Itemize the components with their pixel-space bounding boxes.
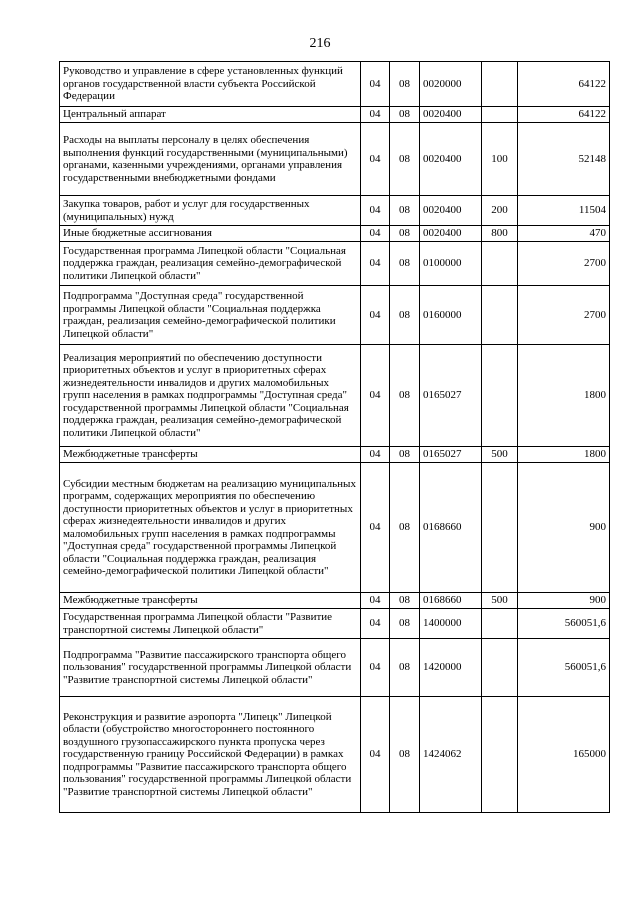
row-amount: 11504 [518,196,610,226]
row-target-article: 1424062 [420,697,482,813]
row-expense-type [482,697,518,813]
row-name: Подпрограмма "Развитие пассажирского транспорта общего пользования" государственной программы Липецкой области "Развитие транспортной системы Липецкой области" [60,639,361,697]
row-section-code: 04 [361,286,390,345]
table-row [60,447,610,463]
row-target-article: 0020400 [420,226,482,242]
row-section-code: 04 [361,242,390,286]
row-name: Субсидии местным бюджетам на реализацию муниципальных программ, содержащих мероприятия по обеспечению доступности приоритетных объектов и услуг в приоритетных сферах жизнедеятельности инвалидов и других маломобильных групп населения в рамках подпрограммы "Доступная среда" государственной программы Липецкой области "Социальная поддержка граждан, реализация семейно-демографической политики Липецкой области" [60,463,361,593]
row-amount: 52148 [518,123,610,196]
row-subsection-code: 08 [390,62,420,107]
row-subsection-code: 08 [390,593,420,609]
table-row [60,593,610,609]
table-row [60,123,610,196]
row-expense-type [482,62,518,107]
row-amount: 64122 [518,62,610,107]
row-target-article: 0020400 [420,107,482,123]
row-amount: 900 [518,593,610,609]
table-row [60,242,610,286]
row-subsection-code: 08 [390,463,420,593]
row-name: Межбюджетные трансферты [60,593,361,609]
row-amount: 560051,6 [518,609,610,639]
row-expense-type [482,107,518,123]
row-section-code: 04 [361,62,390,107]
page-number: 216 [309,36,331,51]
row-expense-type: 800 [482,226,518,242]
row-section-code: 04 [361,107,390,123]
row-target-article: 0165027 [420,447,482,463]
row-amount: 64122 [518,107,610,123]
row-amount: 560051,6 [518,639,610,697]
table-row [60,286,610,345]
row-name: Реализация мероприятий по обеспечению доступности приоритетных объектов и услуг в приоритетных сферах жизнедеятельности инвалидов и других маломобильных групп населения в рамках подпрограммы "Доступная среда" государственной программы Липецкой области "Социальная поддержка граждан, реализация семейно-демографической политики Липецкой области" [60,345,361,447]
row-subsection-code: 08 [390,123,420,196]
row-name: Государственная программа Липецкой области "Развитие транспортной системы Липецкой области" [60,609,361,639]
row-expense-type: 200 [482,196,518,226]
row-target-article: 0020400 [420,123,482,196]
row-name: Закупка товаров, работ и услуг для государственных (муниципальных) нужд [60,196,361,226]
row-amount: 2700 [518,242,610,286]
row-section-code: 04 [361,345,390,447]
row-section-code: 04 [361,593,390,609]
row-section-code: 04 [361,123,390,196]
row-target-article: 0168660 [420,593,482,609]
table-row [60,463,610,593]
row-expense-type: 500 [482,447,518,463]
row-amount: 470 [518,226,610,242]
row-expense-type [482,345,518,447]
row-amount: 2700 [518,286,610,345]
row-name: Иные бюджетные ассигнования [60,226,361,242]
row-amount: 1800 [518,345,610,447]
row-subsection-code: 08 [390,697,420,813]
row-subsection-code: 08 [390,242,420,286]
table-row [60,62,610,107]
row-section-code: 04 [361,609,390,639]
table-row [60,345,610,447]
table-row [60,609,610,639]
table-row [60,196,610,226]
row-target-article: 0020400 [420,196,482,226]
row-section-code: 04 [361,639,390,697]
row-expense-type [482,286,518,345]
row-target-article: 0020000 [420,62,482,107]
row-name: Реконструкция и развитие аэропорта "Липецк" Липецкой области (обустройство многостороннего постоянного воздушного грузопассажирского пункта пропуска через государственную границу Российской Федерации) в рамках подпрограммы "Развитие пассажирского транспорта общего пользования" государственной программы Липецкой области "Развитие транспортной системы Липецкой области" [60,697,361,813]
row-section-code: 04 [361,447,390,463]
budget-table [59,61,610,813]
row-section-code: 04 [361,697,390,813]
row-subsection-code: 08 [390,107,420,123]
row-target-article: 0168660 [420,463,482,593]
row-subsection-code: 08 [390,286,420,345]
row-expense-type [482,639,518,697]
row-section-code: 04 [361,226,390,242]
row-expense-type: 500 [482,593,518,609]
row-target-article: 0160000 [420,286,482,345]
row-section-code: 04 [361,463,390,593]
row-expense-type [482,609,518,639]
table-row [60,639,610,697]
row-amount: 1800 [518,447,610,463]
row-expense-type: 100 [482,123,518,196]
row-target-article: 0100000 [420,242,482,286]
row-name: Государственная программа Липецкой области "Социальная поддержка граждан, реализация семейно-демографической политики Липецкой области" [60,242,361,286]
row-expense-type [482,463,518,593]
row-name: Центральный аппарат [60,107,361,123]
row-section-code: 04 [361,196,390,226]
row-target-article: 1400000 [420,609,482,639]
row-name: Подпрограмма "Доступная среда" государственной программы Липецкой области "Социальная поддержка граждан, реализация семейно-демографической политики Липецкой области" [60,286,361,345]
table-row [60,697,610,813]
table-row [60,226,610,242]
row-name: Расходы на выплаты персоналу в целях обеспечения выполнения функций государственными (муниципальными) органами, казенными учреждениями, органами управления государственными внебюджетными фондами [60,123,361,196]
row-amount: 900 [518,463,610,593]
budget-table-body [60,62,610,813]
row-subsection-code: 08 [390,196,420,226]
table-row [60,107,610,123]
row-subsection-code: 08 [390,345,420,447]
row-expense-type [482,242,518,286]
row-name: Межбюджетные трансферты [60,447,361,463]
row-amount: 165000 [518,697,610,813]
row-subsection-code: 08 [390,639,420,697]
row-subsection-code: 08 [390,447,420,463]
row-target-article: 0165027 [420,345,482,447]
row-subsection-code: 08 [390,609,420,639]
row-target-article: 1420000 [420,639,482,697]
row-name: Руководство и управление в сфере установленных функций органов государственной власти субъекта Российской Федерации [60,62,361,107]
row-subsection-code: 08 [390,226,420,242]
